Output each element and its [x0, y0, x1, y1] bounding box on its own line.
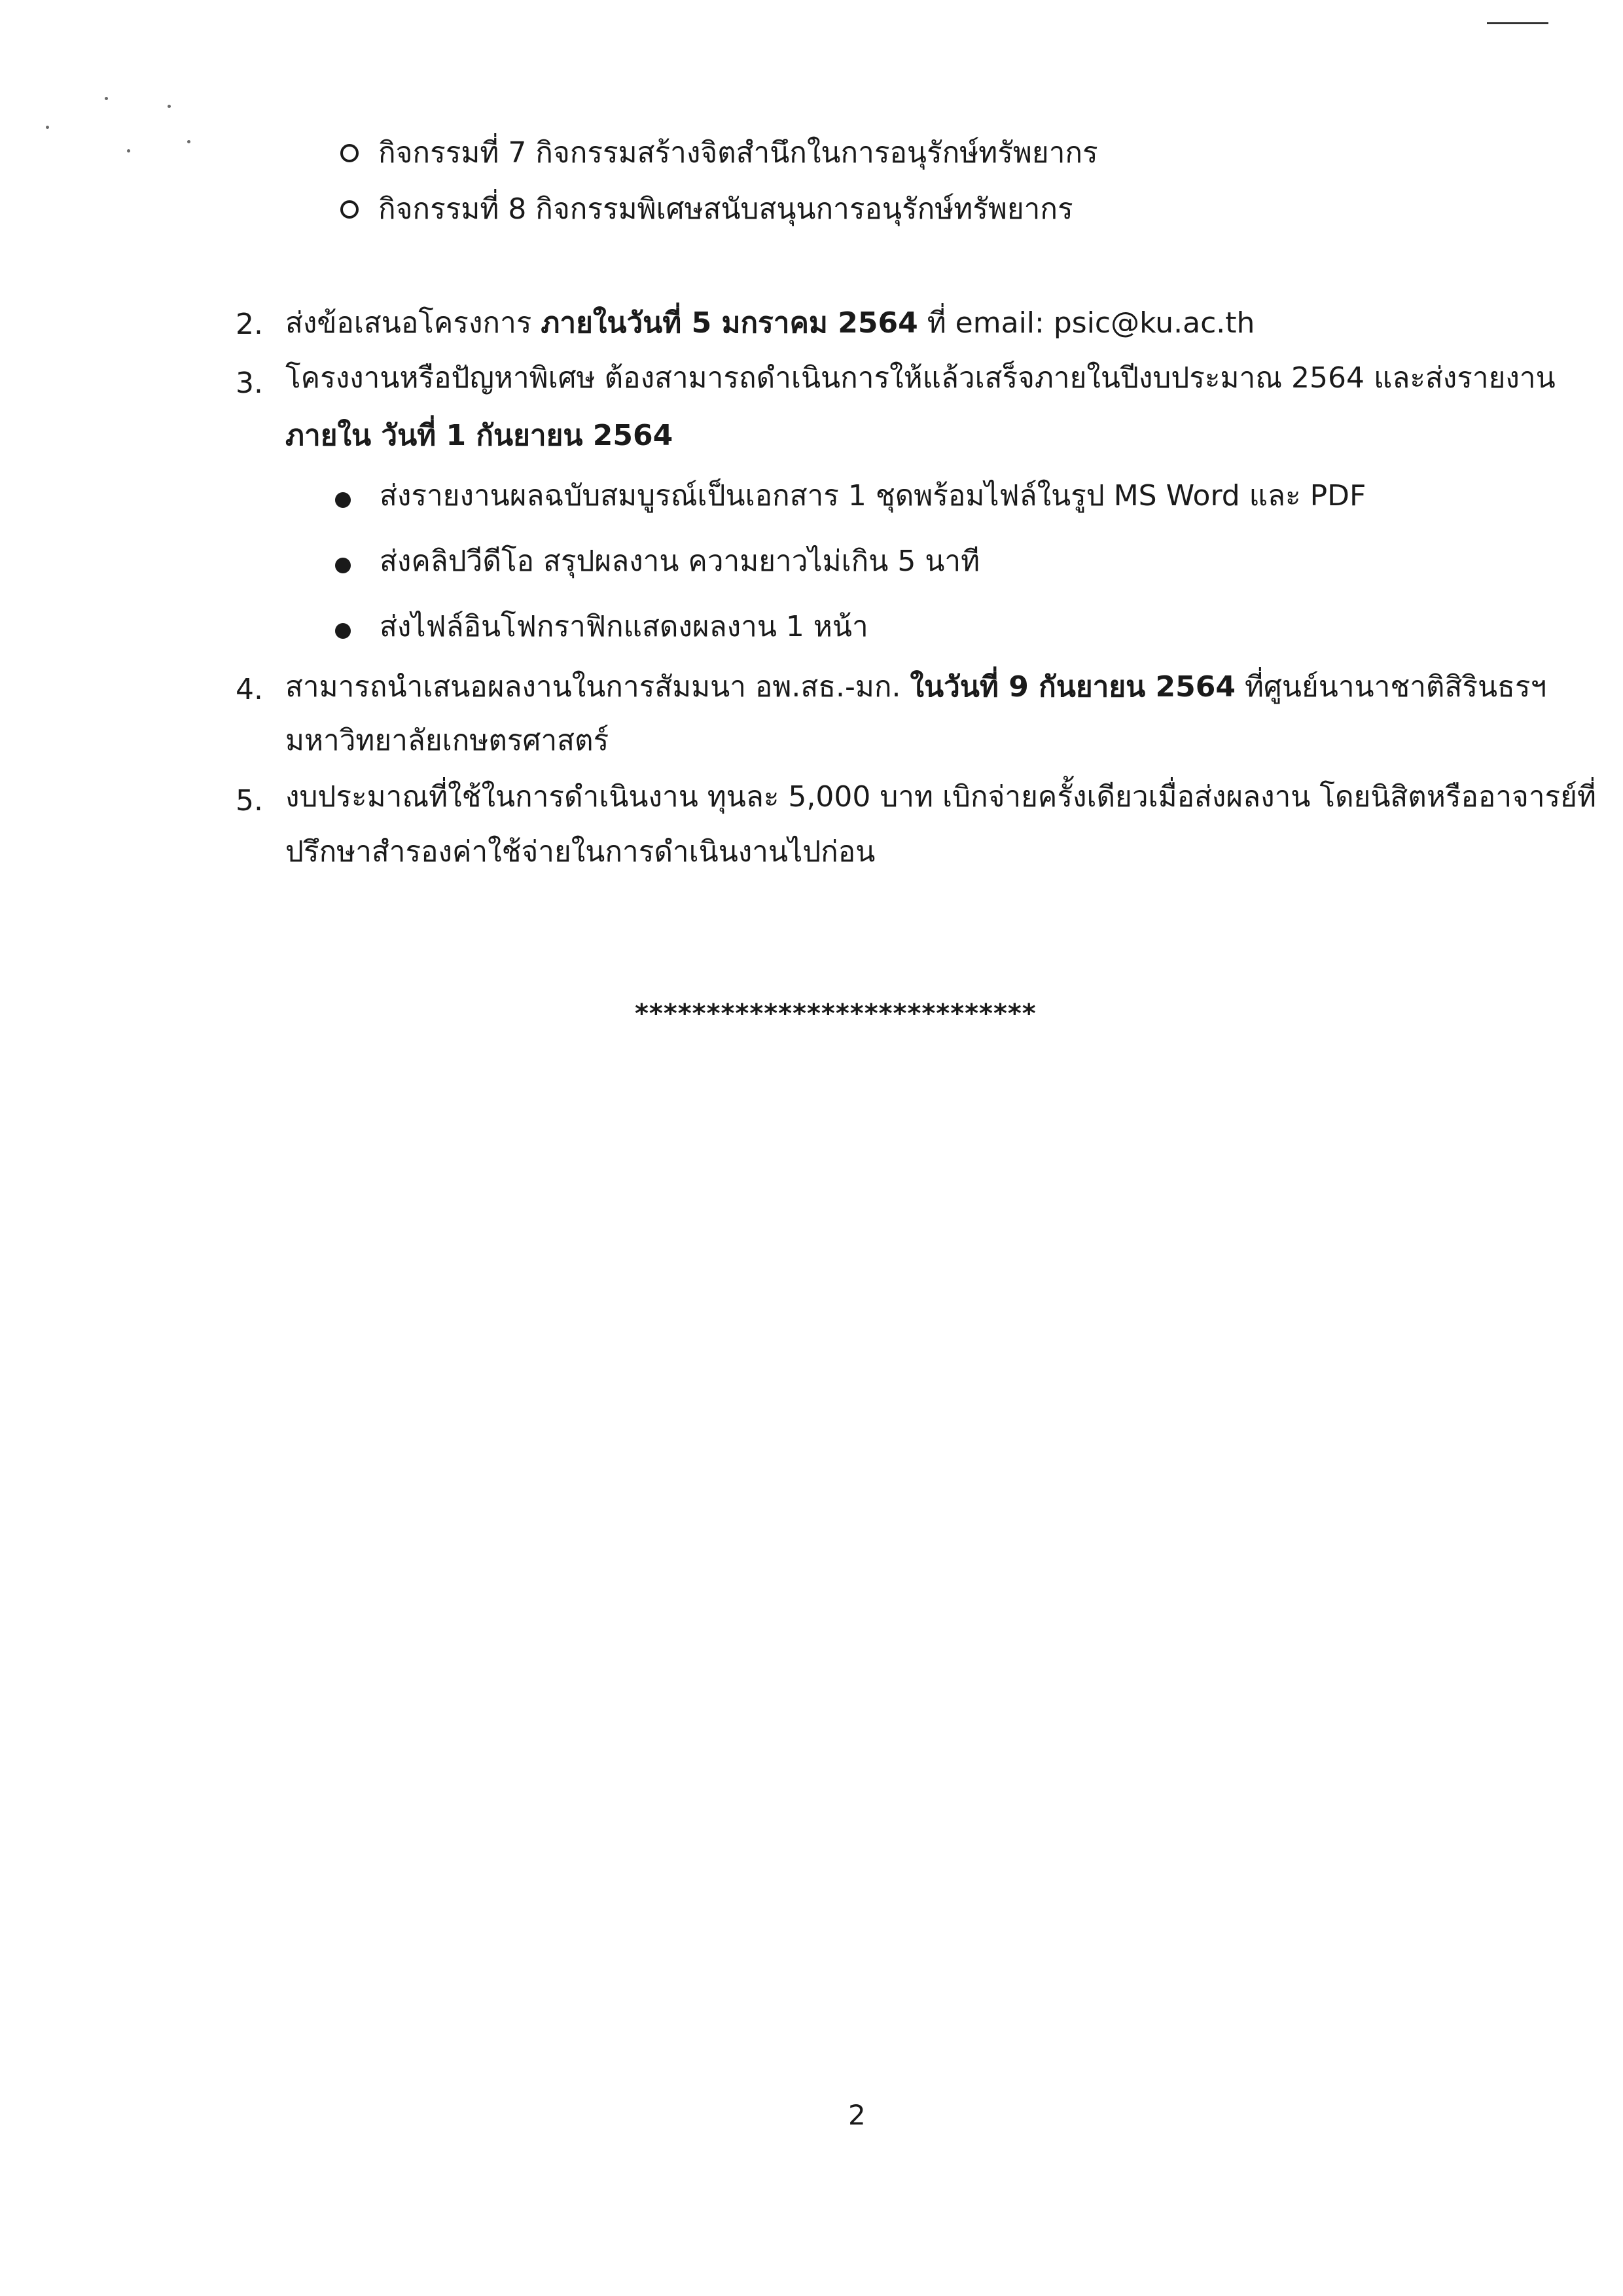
item-2-deadline: ภายในวันที่ 5 มกราคม 2564	[541, 306, 918, 340]
item-5-line1: งบประมาณที่ใช้ในการดำเนินงาน ทุนละ 5,000 บาท เบิกจ่ายครั้งเดียวเมื่อส่งผลงาน โดยนิสิตหรืออาจารย์ที่	[285, 780, 1596, 814]
item-5-line2: ปรึกษาสำรองค่าใช้จ่ายในการดำเนินงานไปก่อน	[285, 835, 876, 869]
dot-bullet-icon	[335, 558, 351, 573]
item-3-number: 3.	[236, 367, 263, 400]
item-4-number: 4.	[236, 673, 263, 706]
item-3-line1: โครงงานหรือปัญหาพิเศษ ต้องสามารถดำเนินการให้แล้วเสร็จภายในปีงบประมาณ 2564 และส่งรายงาน	[285, 361, 1556, 395]
sub-activity-8: กิจกรรมที่ 8 กิจกรรมพิเศษสนับสนุนการอนุรักษ์ทรัพยากร	[378, 192, 1073, 226]
dot-bullet-icon	[335, 492, 351, 508]
dot-bullet-icon	[335, 623, 351, 639]
scan-speck	[105, 97, 108, 100]
report-bullet-1: ส่งรายงานผลฉบับสมบูรณ์เป็นเอกสาร 1 ชุดพร้อมไฟล์ในรูป MS Word และ PDF	[380, 479, 1366, 512]
report-bullet-2: ส่งคลิปวีดีโอ สรุปผลงาน ความยาวไม่เกิน 5 นาที	[380, 545, 980, 578]
item-5-number: 5.	[236, 784, 263, 817]
sub-activity-7: กิจกรรมที่ 7 กิจกรรมสร้างจิตสำนึกในการอนุรักษ์ทรัพยากร	[378, 136, 1098, 170]
item-4-text-b: ที่ศูนย์นานาชาติสิรินธรฯ	[1235, 670, 1547, 704]
page-number: 2	[848, 2099, 866, 2131]
scan-mark-line	[1487, 22, 1548, 24]
scan-speck	[127, 149, 130, 152]
report-bullet-3: ส่งไฟล์อินโฟกราฟิกแสดงผลงาน 1 หน้า	[380, 610, 868, 643]
item-3-deadline: ภายใน วันที่ 1 กันยายน 2564	[285, 419, 673, 452]
item-4-line2: มหาวิทยาลัยเกษตรศาสตร์	[285, 724, 609, 757]
scan-speck	[187, 140, 190, 143]
item-2-text-a: ส่งข้อเสนอโครงการ	[285, 306, 541, 340]
item-2-number: 2.	[236, 308, 263, 341]
item-4-text-a: สามารถนำเสนอผลงานในการสัมมนา อพ.สธ.-มก.	[285, 670, 910, 704]
scan-speck	[168, 105, 171, 108]
circle-bullet-icon	[340, 144, 359, 162]
item-4-line1	[285, 668, 1546, 707]
circle-bullet-icon	[340, 200, 359, 219]
separator-stars: ****************************	[635, 999, 1037, 1029]
scan-speck	[46, 126, 49, 129]
item-2-text-b: ที่ email: psic@ku.ac.th	[918, 306, 1255, 340]
item-2-line	[285, 304, 1255, 343]
item-4-date: ในวันที่ 9 กันยายน 2564	[910, 670, 1236, 704]
